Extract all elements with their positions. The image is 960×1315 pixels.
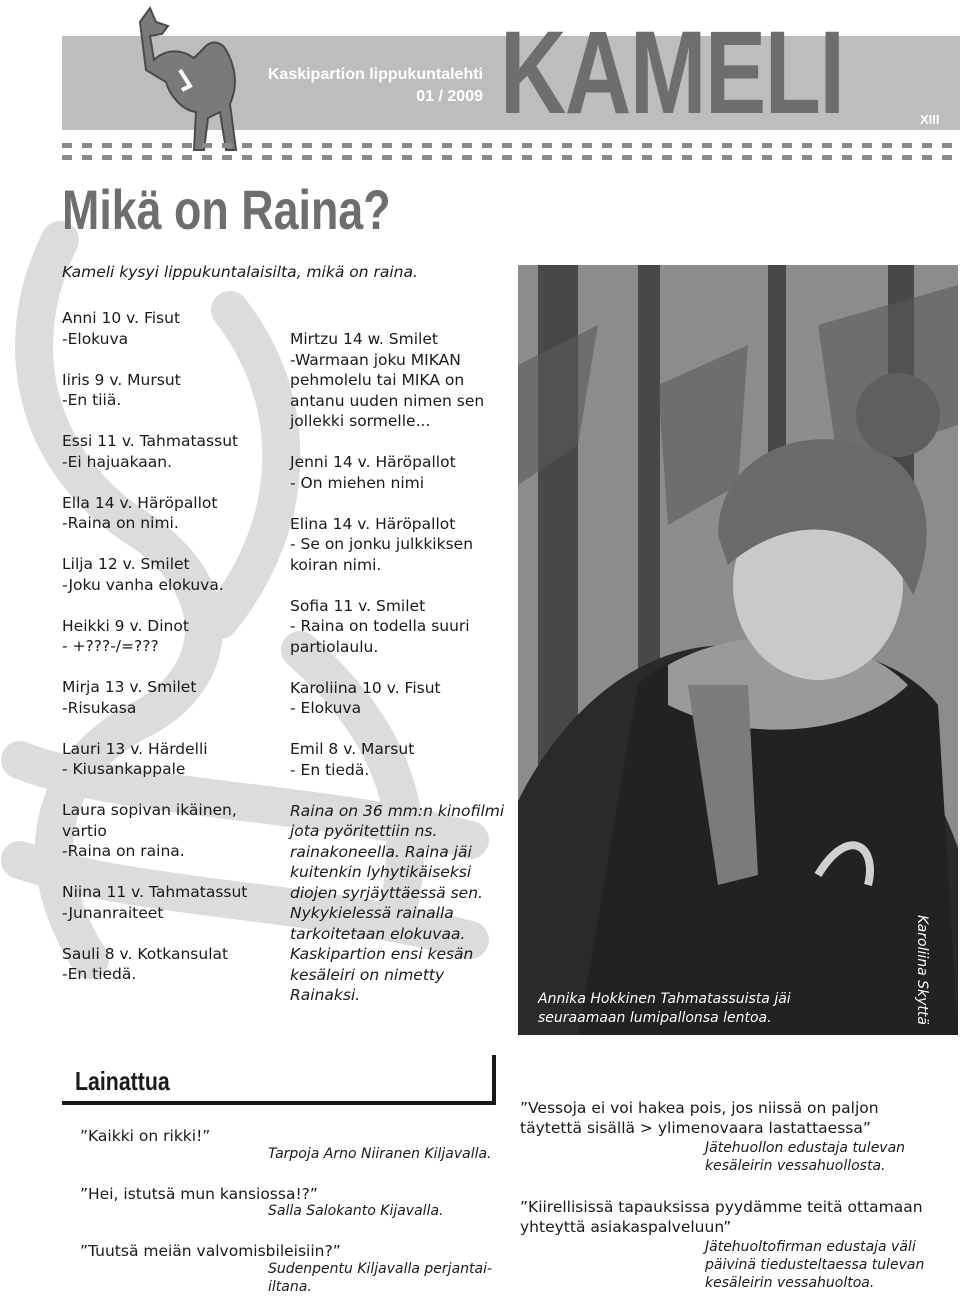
respondent-answer: - On miehen nimi <box>290 473 425 492</box>
respondent-answer: -Ei hajuakaan. <box>62 452 173 471</box>
respondent-name: Lilja 12 v. Smilet <box>62 555 190 573</box>
answer-entry <box>62 493 282 534</box>
masthead-divider-bottom <box>62 155 960 160</box>
answer-entry <box>62 431 282 472</box>
quote-source: Salla Salokanto Kijavalla. <box>268 1203 444 1219</box>
quote-text: ”Tuutsä meiän valvomisbileisiin?” <box>80 1242 341 1260</box>
respondent-name: Ella 14 v. Häröpallot <box>62 493 218 512</box>
respondent-name: Iiris 9 v. Mursut <box>62 370 181 389</box>
respondent-name: Laura sopivan ikäinen, vartio <box>62 801 237 840</box>
answer-entry <box>62 944 282 985</box>
answer-entry <box>62 800 282 862</box>
quote-text: ”Vessoja ei voi hakea pois, jos niissä on paljon täytettä sisällä > ylimenovaara lastattaessa” <box>520 1099 879 1137</box>
answer-entry <box>290 739 515 780</box>
photo-credit: Karoliina Skyttä <box>914 915 930 1025</box>
answer-entry <box>62 616 282 657</box>
respondent-name: Mirja 13 v. Smilet <box>62 678 197 696</box>
article-title: Mikä on Raina? <box>62 178 391 241</box>
respondent-answer: -Elokuva <box>62 329 129 348</box>
answers-column-2 <box>290 329 515 1006</box>
quote-text: ”Hei, istutsä mun kansiossa!?” <box>80 1185 318 1203</box>
respondent-answer: -En tiedä. <box>62 965 137 983</box>
answer-entry <box>290 329 515 432</box>
respondent-answer: -Risukasa <box>62 698 137 717</box>
answer-entry <box>62 370 282 411</box>
masthead-divider-top <box>62 143 960 148</box>
respondent-name: Jenni 14 v. Häröpallot <box>290 453 456 471</box>
respondent-name: Sauli 8 v. Kotkansulat <box>62 944 229 963</box>
respondent-answer: -Joku vanha elokuva. <box>62 575 224 594</box>
respondent-answer: -En tiiä. <box>62 391 122 409</box>
masthead-issue: 01 / 2009 <box>416 88 483 105</box>
article-intro: Kameli kysyi lippukuntalaisilta, mikä on raina. <box>62 263 418 281</box>
photo-illustration <box>518 265 958 1035</box>
answer-entry <box>290 678 515 719</box>
respondent-answer: - Kiusankappale <box>62 760 186 778</box>
answer-entry <box>62 739 282 780</box>
quote-source: Jätehuoltofirman edustaja väli päivinä tiedusteltaessa tulevan kesäleirin vessahuoltoa. <box>705 1239 925 1291</box>
respondent-name: Lauri 13 v. Härdelli <box>62 739 208 758</box>
quote-source: Tarpoja Arno Niiranen Kiljavalla. <box>268 1146 492 1162</box>
respondent-name: Elina 14 v. Häröpallot <box>290 514 456 533</box>
answer-entry <box>62 882 282 923</box>
respondent-answer: - Raina on todella suuri partiolaulu. <box>290 617 470 656</box>
respondent-answer: -Raina on nimi. <box>62 514 179 532</box>
lainattua-title: Lainattua <box>75 1066 170 1096</box>
respondent-name: Karoliina 10 v. Fisut <box>290 678 441 697</box>
answer-entry <box>290 514 515 576</box>
respondent-answer: - En tiedä. <box>290 760 370 779</box>
respondent-name: Anni 10 v. Fisut <box>62 309 181 327</box>
respondent-name: Essi 11 v. Tahmatassut <box>62 432 239 450</box>
answer-entry <box>62 554 282 595</box>
article-photo <box>518 265 958 1035</box>
respondent-answer: - Elokuva <box>290 699 362 717</box>
respondent-answer: -Junanraiteet <box>62 903 164 922</box>
quote-source: Sudenpentu Kiljavalla perjantai-iltana. <box>268 1261 493 1295</box>
respondent-name: Emil 8 v. Marsut <box>290 740 415 758</box>
masthead-volume: XIII <box>920 112 940 127</box>
respondent-answer: - +???-/=??? <box>62 637 159 655</box>
respondent-name: Heikki 9 v. Dinot <box>62 616 189 635</box>
respondent-answer: - Se on jonku julkkiksen koiran nimi. <box>290 535 474 574</box>
respondent-answer: -Raina on raina. <box>62 842 185 860</box>
answer-entry <box>62 308 282 349</box>
respondent-name: Sofia 11 v. Smilet <box>290 596 426 615</box>
quote-source: Jätehuollon edustaja tulevan kesäleirin vessahuollosta. <box>705 1140 906 1174</box>
answer-entry <box>290 596 515 658</box>
respondent-name: Mirtzu 14 w. Smilet <box>290 330 438 348</box>
answer-entry <box>62 677 282 718</box>
photo-caption: Annika Hokkinen Tahmatassuista jäi seuraamaan lumipallonsa lentoa. <box>538 991 791 1026</box>
answers-column-1 <box>62 308 282 1005</box>
masthead-title: KAMELI <box>500 7 844 139</box>
raina-explanation: Raina on 36 mm:n kinofilmi jota pyöritettiin ns. rainakoneella. Raina jäi kuitenkin lyhytikäiseksi diojen syrjäyttäessä sen. Nykykielessä rainalla tarkoitetaan elokuvaa. Kaskipartion ensi kesän kesäleiri on nimetty Rainaksi. <box>290 801 505 1004</box>
respondent-answer: -Warmaan joku MIKAN pehmolelu tai MIKA on antanu uuden nimen sen jollekki sormelle... <box>290 350 485 430</box>
masthead-subtitle: Kaskipartion lippukuntalehti <box>267 66 483 83</box>
answer-entry <box>290 452 515 493</box>
respondent-name: Niina 11 v. Tahmatassut <box>62 883 248 901</box>
quote-text: ”Kaikki on rikki!” <box>80 1127 211 1145</box>
quote-text: ”Kiirellisissä tapauksissa pyydämme teitä ottamaan yhteyttä asiakaspalveluun” <box>520 1198 923 1236</box>
